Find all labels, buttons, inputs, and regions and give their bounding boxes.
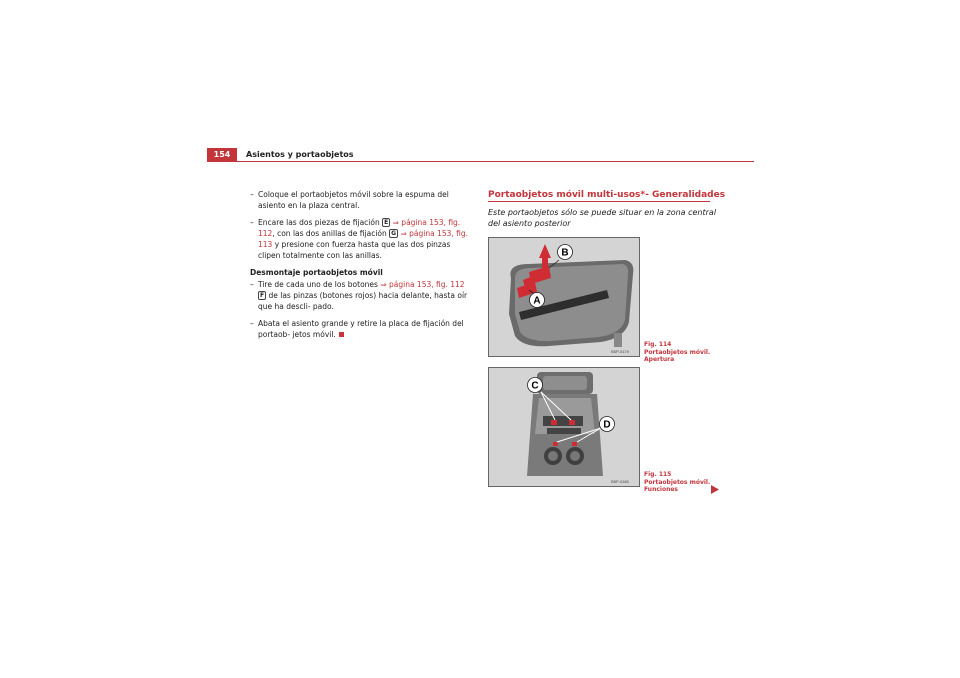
page-number: 154 xyxy=(207,148,237,161)
dash: – xyxy=(250,190,254,199)
instruction-text: de las pinzas (botones rojos) hacia delante, hasta oír que ha descli- pado. xyxy=(258,291,468,311)
section-title: Asientos y portaobjetos xyxy=(246,150,354,159)
section-heading: Portaobjetos móvil multi-usos*- Generalidades xyxy=(488,190,726,200)
heading-rule xyxy=(488,201,710,202)
dash: – xyxy=(250,319,254,328)
instruction-text: Coloque el portaobjetos móvil sobre la espuma del asiento en la plaza central. xyxy=(258,190,449,210)
instruction-item xyxy=(250,279,474,312)
instruction-text: , con las dos anillas de fijación xyxy=(272,229,387,238)
figure-code: B5P-0180 xyxy=(611,479,629,484)
page-reference-link[interactable]: ⇒ página 153, fig. 113 xyxy=(258,229,469,249)
instruction-text: Encare las dos piezas de fijación xyxy=(258,218,380,227)
instruction-text: Tire de cada uno de los botones xyxy=(258,280,378,289)
dash: – xyxy=(250,218,254,227)
section-intro: Este portaobjetos sólo se puede situar en la zona central del asiento posterior xyxy=(488,208,717,228)
page-reference-link[interactable]: ⇒ página 153, fig. 112 xyxy=(258,218,461,238)
instruction-item xyxy=(250,217,474,261)
left-column xyxy=(250,189,474,346)
page-reference-link[interactable]: ⇒ página 153, fig. 112 xyxy=(380,280,465,289)
armrest-illustration xyxy=(489,238,639,356)
dash: – xyxy=(250,280,254,289)
instruction-item xyxy=(250,318,474,340)
figure-label: A xyxy=(533,295,541,307)
part-badge: G xyxy=(391,230,397,237)
figure-caption: Fig. 114 Portaobjetos móvil. Apertura xyxy=(644,341,711,363)
next-page-arrow-icon[interactable] xyxy=(711,479,719,498)
figure-caption: Fig. 115 Portaobjetos móvil. Funciones xyxy=(644,471,711,493)
figure-armrest-opening xyxy=(488,237,640,357)
armrest-top-illustration xyxy=(489,368,639,486)
figure-armrest-functions xyxy=(488,367,640,487)
figure-label: D xyxy=(603,419,611,431)
subheading: Desmontaje portaobjetos móvil xyxy=(250,268,383,277)
figure-label: C xyxy=(531,380,539,392)
figure-label: B xyxy=(561,247,569,259)
part-badge: F xyxy=(260,292,265,299)
instruction-item xyxy=(250,189,474,211)
part-badge: E xyxy=(384,219,389,226)
figure-code: B5P-0179 xyxy=(611,349,629,354)
instruction-text: Abata el asiento grande y retire la placa de fijación del portaob- jetos móvil. xyxy=(258,319,464,339)
header-rule xyxy=(207,161,754,162)
section-end-mark xyxy=(339,332,344,337)
instruction-text: y presione con fuerza hasta que las dos pinzas clipen totalmente con las anillas. xyxy=(258,240,451,260)
